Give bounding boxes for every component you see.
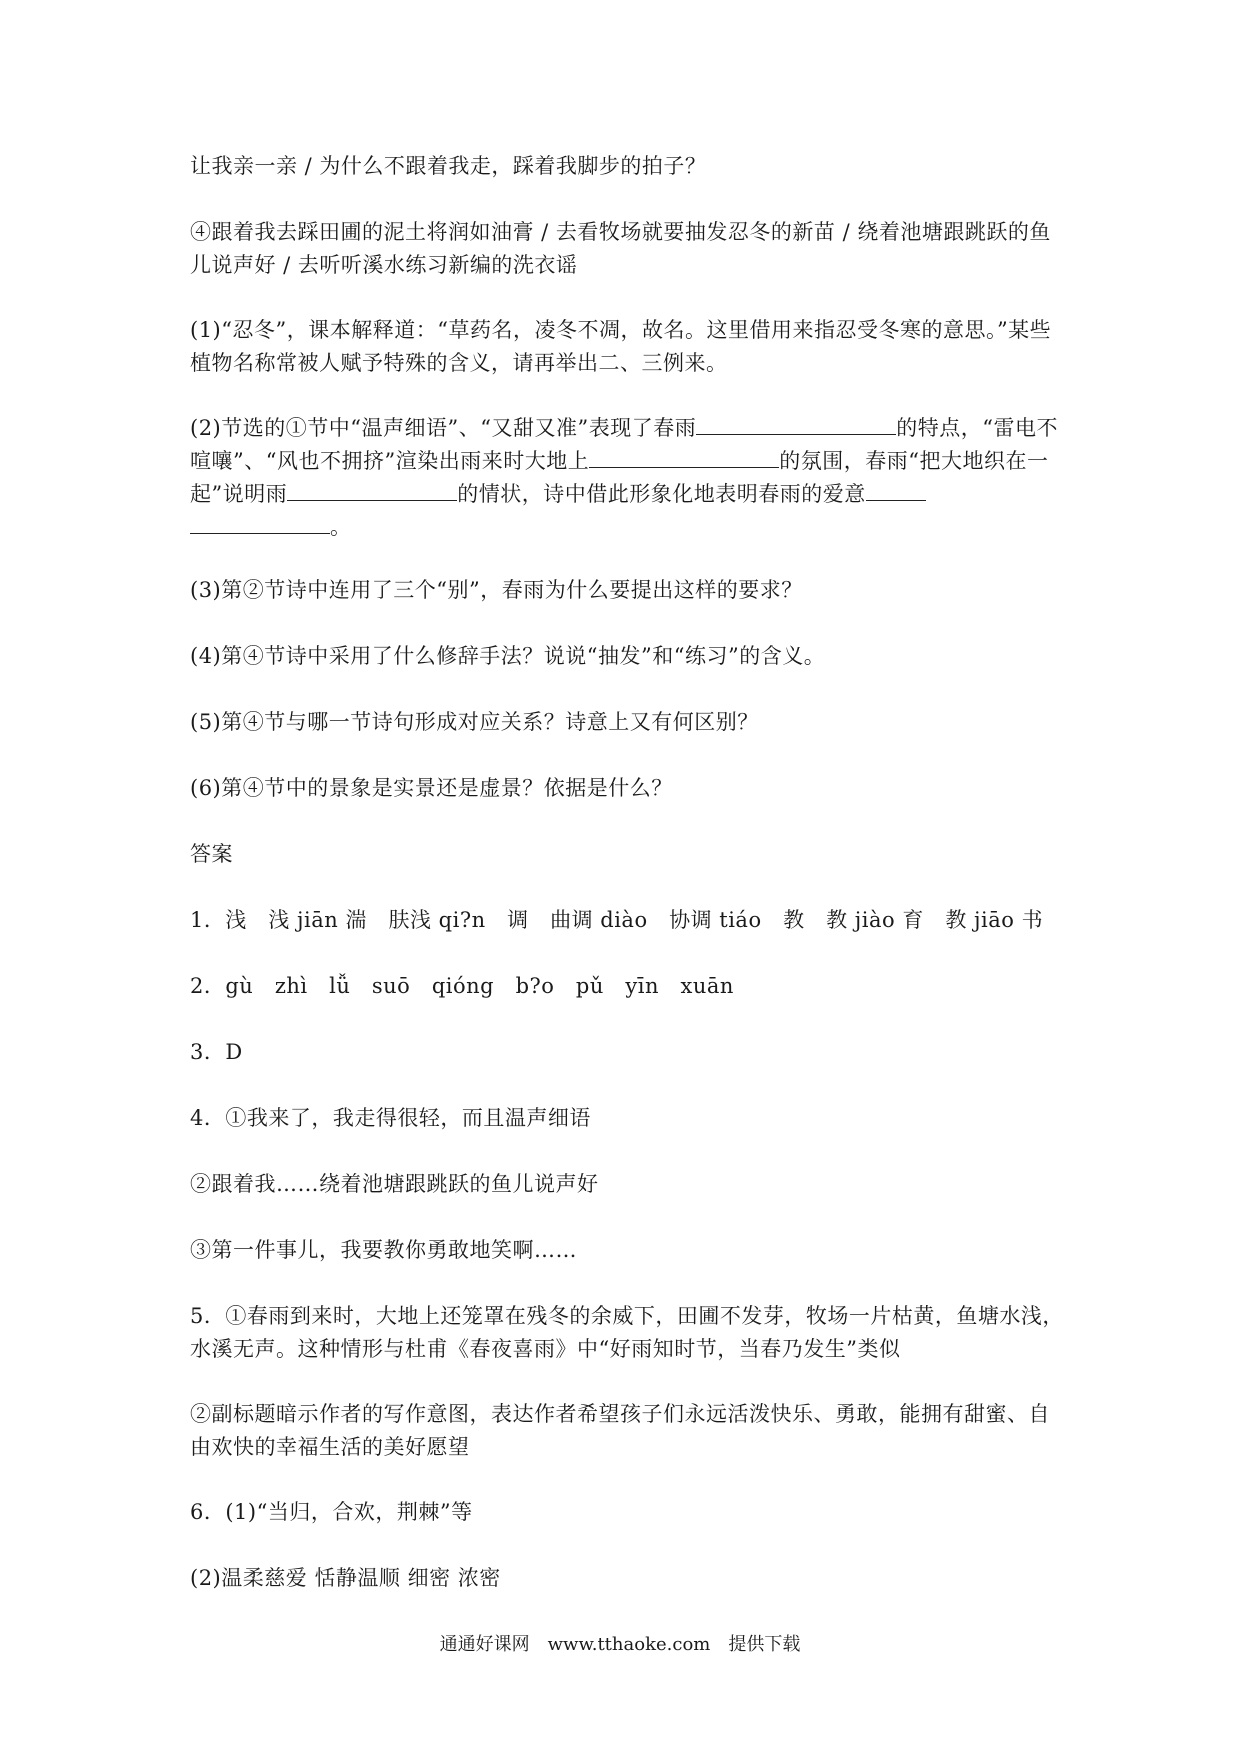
answer-6-item-2: (2)温柔慈爱 恬静温顺 细密 浓密 [190,1566,501,1590]
question-3: (3)第②节诗中连用了三个“别”，春雨为什么要提出这样的要求？ [190,578,803,602]
poem-line-1: 让我亲一亲 / 为什么不跟着我走，踩着我脚步的拍子？ [190,154,707,178]
answer-4-item-2: ②跟着我……绕着池塘跟跳跃的鱼儿说声好 [190,1172,599,1196]
question-2-part-e: 。 [330,515,352,539]
question-5: (5)第④节与哪一节诗句形成对应关系？诗意上又有何区别？ [190,710,759,734]
answer-4-item-1: 4．①我来了，我走得很轻，而且温声细语 [190,1106,591,1130]
answer-6-item-1: 6．(1)“当归，合欢，荆棘”等 [190,1500,473,1524]
question-6: (6)第④节中的景象是实景还是虚景？依据是什么？ [190,776,673,800]
answer-1: 1．浅 浅 jiān 湍 肤浅 qi?n 调 曲调 diào 协调 tiáo 教 教 jiào 育 教 jiāo 书 [190,908,1044,932]
answer-blank-2[interactable] [589,445,779,468]
answers-heading: 答案 [190,842,233,866]
answer-blank-4[interactable] [866,478,926,501]
answer-2: 2．gù zhì lǚ suō qióng b?o pǔ yīn xuān [190,974,734,998]
poem-line-2: ④跟着我去踩田圃的泥土将润如油膏 / 去看牧场就要抽发忍冬的新苗 / 绕着池塘跟跳跃的鱼儿说声好 / 去听听溪水练习新编的洗衣谣 [190,220,1051,277]
question-1: (1)“忍冬”，课本解释道：“草药名，凌冬不凋，故名。这里借用来指忍受冬寒的意思。”某些植物名称常被人赋予特殊的含义，请再举出二、三例来。 [190,318,1052,375]
answer-3: 3．D [190,1040,243,1064]
answer-blank-3[interactable] [287,478,457,501]
question-2-part-d: 的情状，诗中借此形象化地表明春雨的爱意 [457,482,866,506]
question-2-part-c: 的氛围，春雨“把大地织在一起”说明雨 [190,449,1049,506]
answer-5-item-1: 5．①春雨到来时，大地上还笼罩在残冬的余威下，田圃不发芽，牧场一片枯黄，鱼塘水浅，水溪无声。这种情形与杜甫《春夜喜雨》中“好雨知时节，当春乃发生”类似 [190,1304,1064,1361]
question-2-part-a: (2)节选的①节中“温声细语”、“又甜又准”表现了春雨 [190,416,697,440]
answer-blank-1[interactable] [696,412,896,435]
answer-5-item-2: ②副标题暗示作者的写作意图，表达作者希望孩子们永远活泼快乐、勇敢，能拥有甜蜜、自由欢快的幸福生活的美好愿望 [190,1402,1050,1459]
question-4: (4)第④节诗中采用了什么修辞手法？说说“抽发”和“练习”的含义。 [190,644,826,668]
answer-4-item-3: ③第一件事儿，我要教你勇敢地笑啊…… [190,1238,577,1262]
question-2-part-b: 的特点，“雷电不喧嚷”、“风也不拥挤”渲染出雨来时大地上 [190,416,1058,473]
question-2 [190,412,1065,544]
page-footer: 通通好课网 www.tthaoke.com 提供下载 [439,1634,801,1655]
answer-blank-4-continued[interactable] [190,511,330,534]
